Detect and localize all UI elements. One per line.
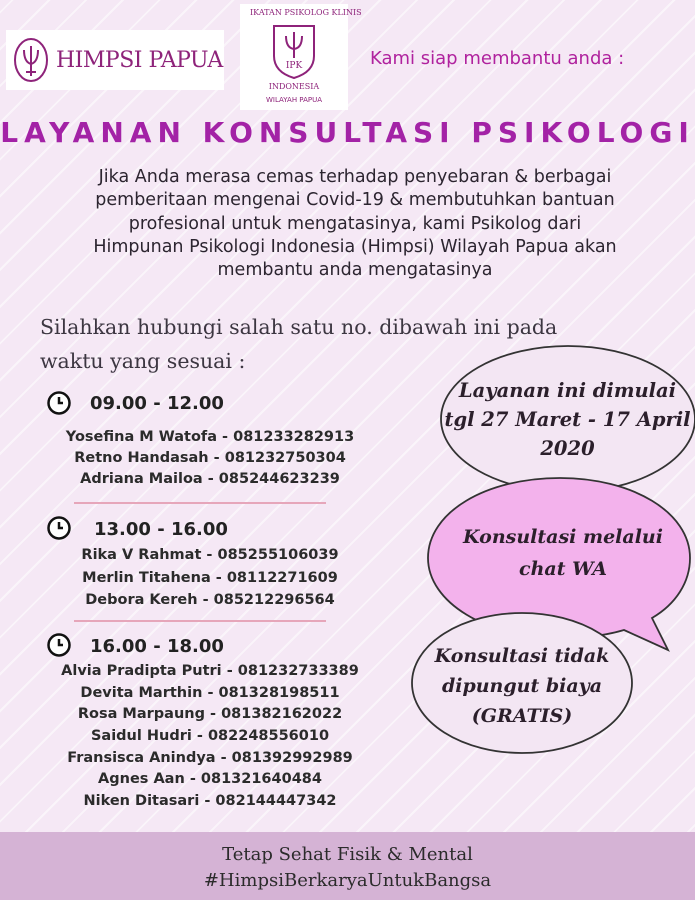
bubble-line: chat WA bbox=[519, 558, 607, 580]
instruction-line: waktu yang sesuai : bbox=[40, 349, 246, 373]
bubble-line: (GRATIS) bbox=[471, 705, 573, 727]
bubble-line: tgl 27 Maret - 17 April bbox=[444, 408, 691, 431]
intro-line: profesional untuk mengatasinya, kami Psikolog dari bbox=[128, 213, 582, 234]
ipk-emblem-text: IPK bbox=[285, 61, 303, 71]
bubble-line: dipungut biaya bbox=[441, 675, 603, 697]
footer-line-1: Tetap Sehat Fisik & Mental bbox=[222, 844, 473, 865]
time-slot-label: 13.00 - 16.00 bbox=[94, 519, 228, 540]
page-title: LAYANAN KONSULTASI PSIKOLOGI bbox=[0, 116, 695, 149]
contact-entry: Retno Handasah - 081232750304 bbox=[74, 450, 346, 466]
intro-line: Himpunan Psikologi Indonesia (Himpsi) Wilayah Papua akan bbox=[93, 236, 617, 257]
bubble-chat-wa-text bbox=[448, 521, 678, 585]
contact-entry: Saidul Hudri - 082248556010 bbox=[90, 728, 330, 744]
contact-entry: Devita Marthin - 081328198511 bbox=[80, 685, 340, 701]
contact-entry: Niken Ditasari - 082144447342 bbox=[83, 793, 337, 809]
ipk-logo-top-text: IKATAN PSIKOLOG KLINIS bbox=[250, 8, 362, 17]
footer-hashtag: #HimpsiBerkaryaUntukBangsa bbox=[203, 870, 492, 891]
contact-entry: Agnes Aan - 081321640484 bbox=[98, 771, 322, 787]
bubble-line: 2020 bbox=[540, 437, 595, 460]
time-slot-label: 16.00 - 18.00 bbox=[90, 636, 224, 657]
bubble-line: Layanan ini dimulai bbox=[458, 379, 677, 402]
contact-entry: Rika V Rahmat - 085255106039 bbox=[81, 547, 339, 563]
ipk-region-text: WILAYAH PAPUA bbox=[266, 96, 322, 104]
intro-line: Jika Anda merasa cemas terhadap penyebaran & berbagai bbox=[98, 167, 612, 187]
himpsi-logo-text: HIMPSI PAPUA bbox=[56, 47, 223, 73]
footer-banner bbox=[0, 832, 695, 900]
time-slot-label: 09.00 - 12.00 bbox=[90, 393, 224, 414]
contact-entry: Fransisca Anindya - 081392992989 bbox=[67, 750, 353, 766]
bubble-line: Konsultasi melalui bbox=[463, 526, 663, 548]
bubble-free-text bbox=[412, 641, 632, 731]
intro-line: pemberitaan mengenai Covid-19 & membutuhkan bantuan bbox=[95, 190, 615, 211]
intro-line: membantu anda mengatasinya bbox=[217, 260, 493, 281]
contact-entry: Debora Kereh - 085212296564 bbox=[85, 592, 335, 608]
contact-entry: Rosa Marpaung - 081382162022 bbox=[77, 706, 343, 722]
bubble-start-date-text bbox=[440, 376, 695, 463]
ipk-country-text: INDONESIA bbox=[268, 82, 320, 91]
contact-entry: Adriana Mailoa - 085244623239 bbox=[80, 471, 340, 487]
contact-entry: Merlin Titahena - 08112271609 bbox=[82, 570, 338, 586]
bubble-line: Konsultasi tidak bbox=[434, 645, 610, 667]
instruction-line: Silahkan hubungi salah satu no. dibawah ini pada bbox=[40, 315, 558, 339]
contact-entry: Yosefina M Watofa - 081233282913 bbox=[65, 429, 355, 445]
contact-entry: Alvia Pradipta Putri - 081232733389 bbox=[61, 663, 359, 679]
tagline: Kami siap membantu anda : bbox=[370, 48, 625, 69]
